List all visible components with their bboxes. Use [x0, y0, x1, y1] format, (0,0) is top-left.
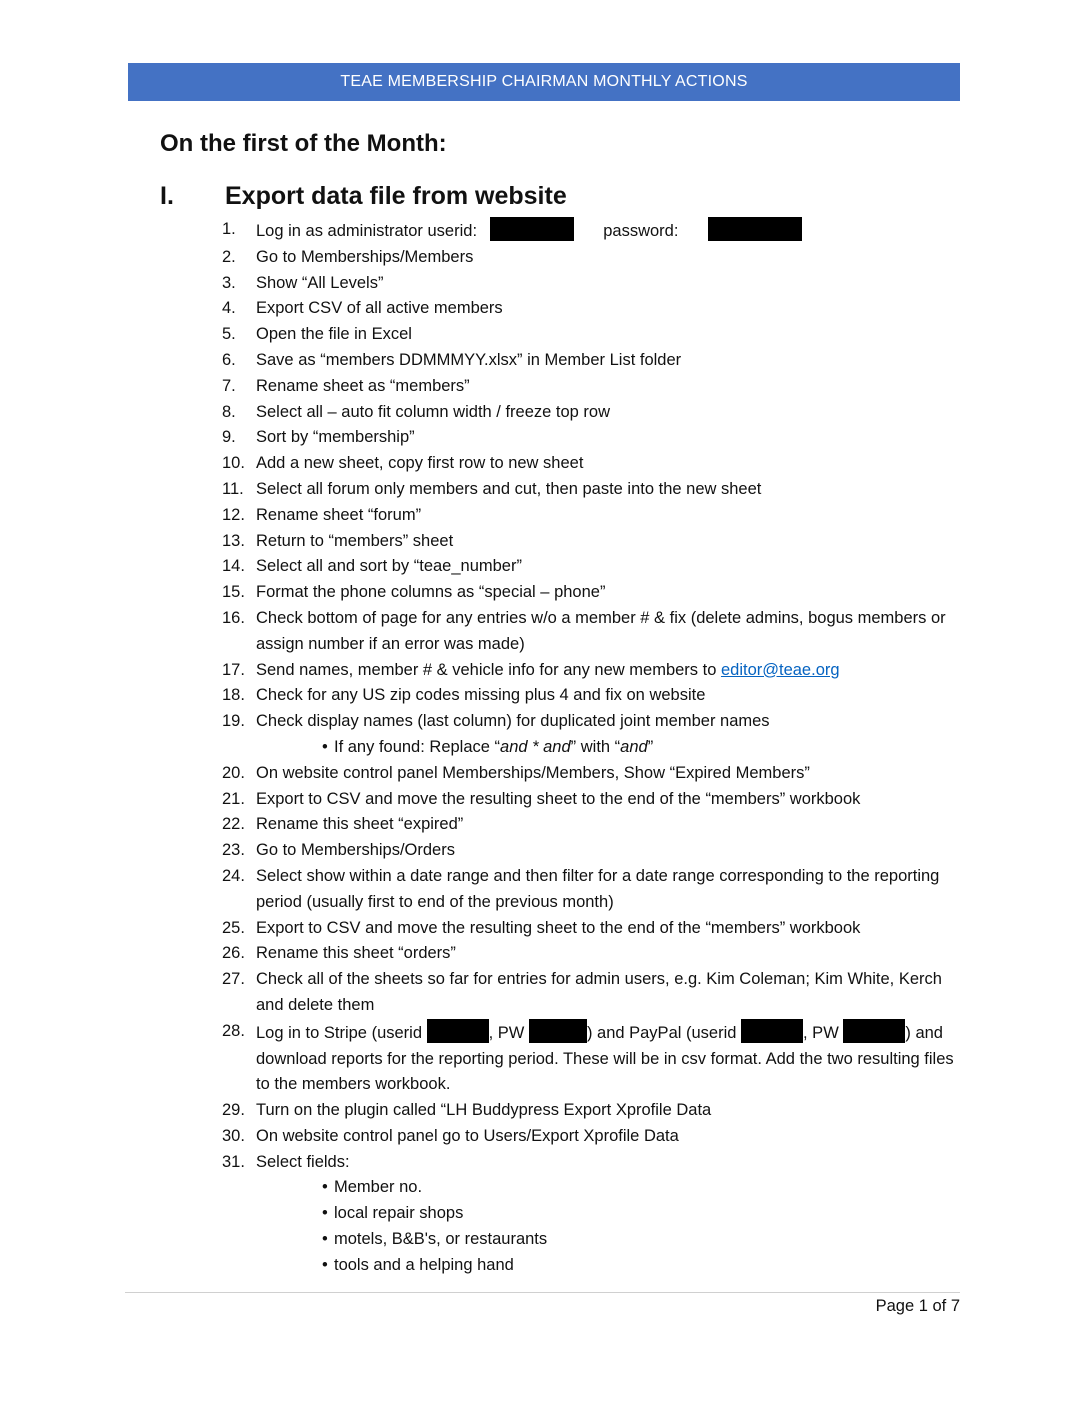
bullet-icon: • — [322, 1255, 328, 1274]
step-2: 2. Go to Memberships/Members — [222, 247, 474, 266]
footer-divider — [125, 1292, 960, 1293]
step-7: 7. Rename sheet as “members” — [222, 376, 470, 395]
page-number: Page 1 of 7 — [875, 1297, 960, 1315]
document-header — [128, 63, 960, 101]
section-numeral: I. — [160, 182, 174, 210]
step-24: 24. Select show within a date range and then filter for a date range corresponding to the reporting period (usually first to end of the previous month) — [222, 866, 940, 911]
step-25: 25. Export to CSV and move the resulting sheet to the end of the “members” workbook — [222, 918, 861, 937]
step-11: 11. Select all forum only members and cut, then paste into the new sheet — [222, 479, 762, 498]
page-heading: On the first of the Month: — [160, 130, 447, 157]
password-label: password: — [603, 222, 679, 240]
redacted-paypal-userid — [741, 1019, 803, 1043]
steps-list — [222, 217, 962, 1279]
list-item: • motels, B&B's, or restaurants — [256, 1227, 962, 1253]
section-title — [160, 182, 567, 211]
list-item: • Member no. — [256, 1175, 962, 1201]
step-14: 14. Select all and sort by “teae_number” — [222, 557, 522, 576]
list-item: • tools and a helping hand — [256, 1253, 962, 1279]
step-4: 4. Export CSV of all active members — [222, 299, 503, 318]
redacted-userid — [490, 217, 574, 241]
step-17: 17. Send names, member # & vehicle info for any new members to editor@teae.org — [222, 660, 840, 679]
section-title-text: Export data file from website — [225, 182, 567, 210]
step-26: 26. Rename this sheet “orders” — [222, 944, 456, 963]
step-5: 5. Open the file in Excel — [222, 325, 412, 344]
step-19: 19. Check display names (last column) for duplicated joint member names • If any found: Replace “and * and” with “and” — [222, 709, 962, 761]
step-number: 1. — [222, 220, 236, 238]
step-19-sublist — [256, 735, 962, 761]
editor-email-link[interactable]: editor@teae.org — [720, 660, 840, 679]
userid-label: Log in as administrator userid: — [256, 222, 478, 240]
step-21: 21. Export to CSV and move the resulting sheet to the end of the “members” workbook — [222, 789, 861, 808]
step-13: 13. Return to “members” sheet — [222, 531, 454, 550]
redacted-stripe-userid — [427, 1019, 489, 1043]
step-29: 29. Turn on the plugin called “LH Buddypress Export Xprofile Data — [222, 1101, 712, 1120]
step-22: 22. Rename this sheet “expired” — [222, 815, 464, 834]
redacted-paypal-password — [843, 1019, 905, 1043]
step-16: 16. Check bottom of page for any entries w/o a member # & fix (delete admins, bogus members or assign number if an error was made) — [222, 608, 946, 653]
step-27: 27. Check all of the sheets so far for entries for admin users, e.g. Kim Coleman; Kim White, Kerch and delete them — [222, 970, 942, 1014]
step-9: 9. Sort by “membership” — [222, 428, 415, 447]
step-28: 28. Log in to Stripe (userid , PW ) and PayPal (userid , PW ) and download reports for the reporting period. These will be in csv format. Add the two resulting files to the members workbook. — [222, 1019, 962, 1098]
bullet-icon: • — [322, 1230, 328, 1249]
step-20: 20. On website control panel Memberships/Members, Show “Expired Members” — [222, 763, 810, 782]
bullet-icon: • — [322, 1204, 328, 1223]
header-title: TEAE MEMBERSHIP CHAIRMAN MONTHLY ACTIONS — [340, 73, 748, 90]
fields-sublist — [256, 1175, 962, 1278]
step-23: 23. Go to Memberships/Orders — [222, 841, 455, 860]
step-10: 10. Add a new sheet, copy first row to new sheet — [222, 454, 584, 473]
step-1 — [222, 217, 962, 245]
step-18: 18. Check for any US zip codes missing plus 4 and fix on website — [222, 686, 706, 705]
redacted-password — [708, 217, 802, 241]
list-item: • local repair shops — [256, 1201, 962, 1227]
step-15: 15. Format the phone columns as “special – phone” — [222, 583, 606, 602]
step-12: 12. Rename sheet “forum” — [222, 505, 422, 524]
step-8: 8. Select all – auto fit column width / freeze top row — [222, 402, 611, 421]
step-6: 6. Save as “members DDMMMYY.xlsx” in Member List folder — [222, 350, 682, 369]
bullet-icon: • — [322, 737, 328, 756]
step-30: 30. On website control panel go to Users/Export Xprofile Data — [222, 1126, 679, 1145]
step-31: 31. Select fields: • Member no. • local repair shops • motels, B&B's, or restaurants • tools and a helping hand — [222, 1150, 962, 1279]
bullet-icon: • — [322, 1178, 328, 1197]
list-item: • If any found: Replace “and * and” with “and” — [256, 735, 962, 761]
redacted-stripe-password — [529, 1019, 587, 1043]
step-3: 3. Show “All Levels” — [222, 273, 384, 292]
